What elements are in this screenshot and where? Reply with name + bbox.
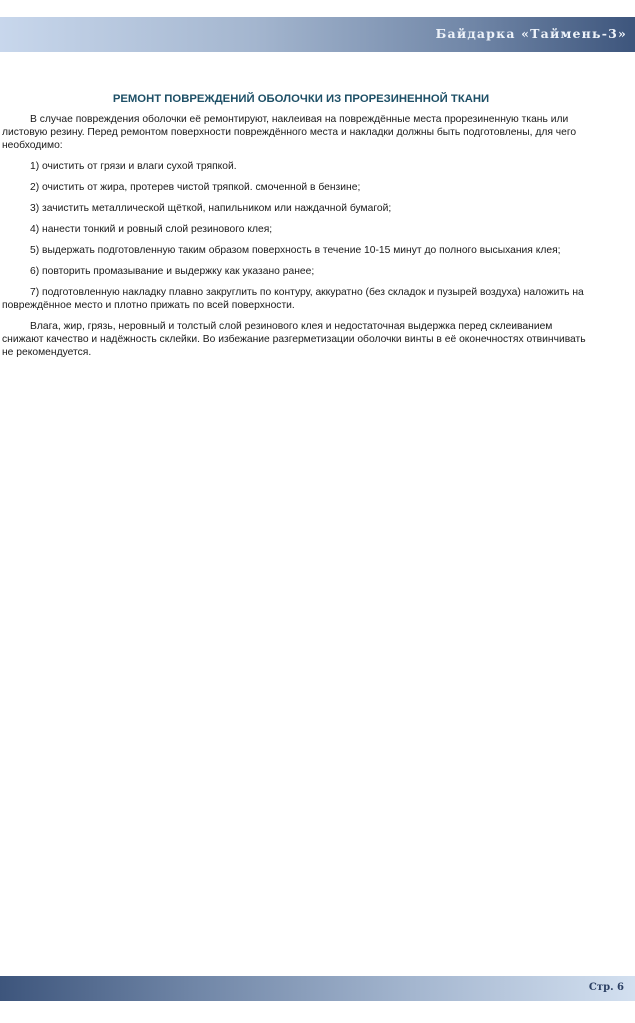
section-heading: РЕМОНТ ПОВРЕЖДЕНИЙ ОБОЛОЧКИ ИЗ ПРОРЕЗИНЕННОЙ ТКАНИ xyxy=(112,93,490,105)
paragraph-intro: В случае повреждения оболочки её ремонтируют, наклеивая на повреждённые места прорезиненную ткань или листовую резину. Перед ремонтом поверхности повреждённого места и накладки должны быть подготовлены, для чего необходимо: xyxy=(2,114,577,151)
step-7: 7) подготовленную накладку плавно закруглить по контуру, аккуратно (без складок и пузырей воздуха) наложить на повреждённое место и плотно прижать по всей поверхности. xyxy=(2,287,584,311)
header-bar xyxy=(0,17,635,52)
page-number: Стр. 6 xyxy=(588,982,624,993)
step-4: 4) нанести тонкий и ровный слой резинового клея; xyxy=(30,224,273,235)
step-3: 3) зачистить металлической щёткой, напильником или наждачной бумагой; xyxy=(30,203,392,214)
page-content xyxy=(0,93,594,367)
step-1: 1) очистить от грязи и влаги сухой тряпкой. xyxy=(30,161,237,172)
footer-bar xyxy=(0,976,635,1001)
step-5: 5) выдержать подготовленную таким образом поверхность в течение 10-15 минут до полного высыхания клея; xyxy=(30,245,561,256)
document-title: Байдарка «Таймень-3» xyxy=(435,26,627,41)
step-2: 2) очистить от жира, протерев чистой тряпкой. смоченной в бензине; xyxy=(30,182,361,193)
paragraph-conclusion: Влага, жир, грязь, неровный и толстый слой резинового клея и недостаточная выдержка перед склеиванием снижают качество и надёжность склейки. Во избежание разгерметизации оболочки винты в её оконечностях отвинчивать не рекомендуется. xyxy=(2,321,586,358)
step-6: 6) повторить промазывание и выдержку как указано ранее; xyxy=(30,266,315,277)
